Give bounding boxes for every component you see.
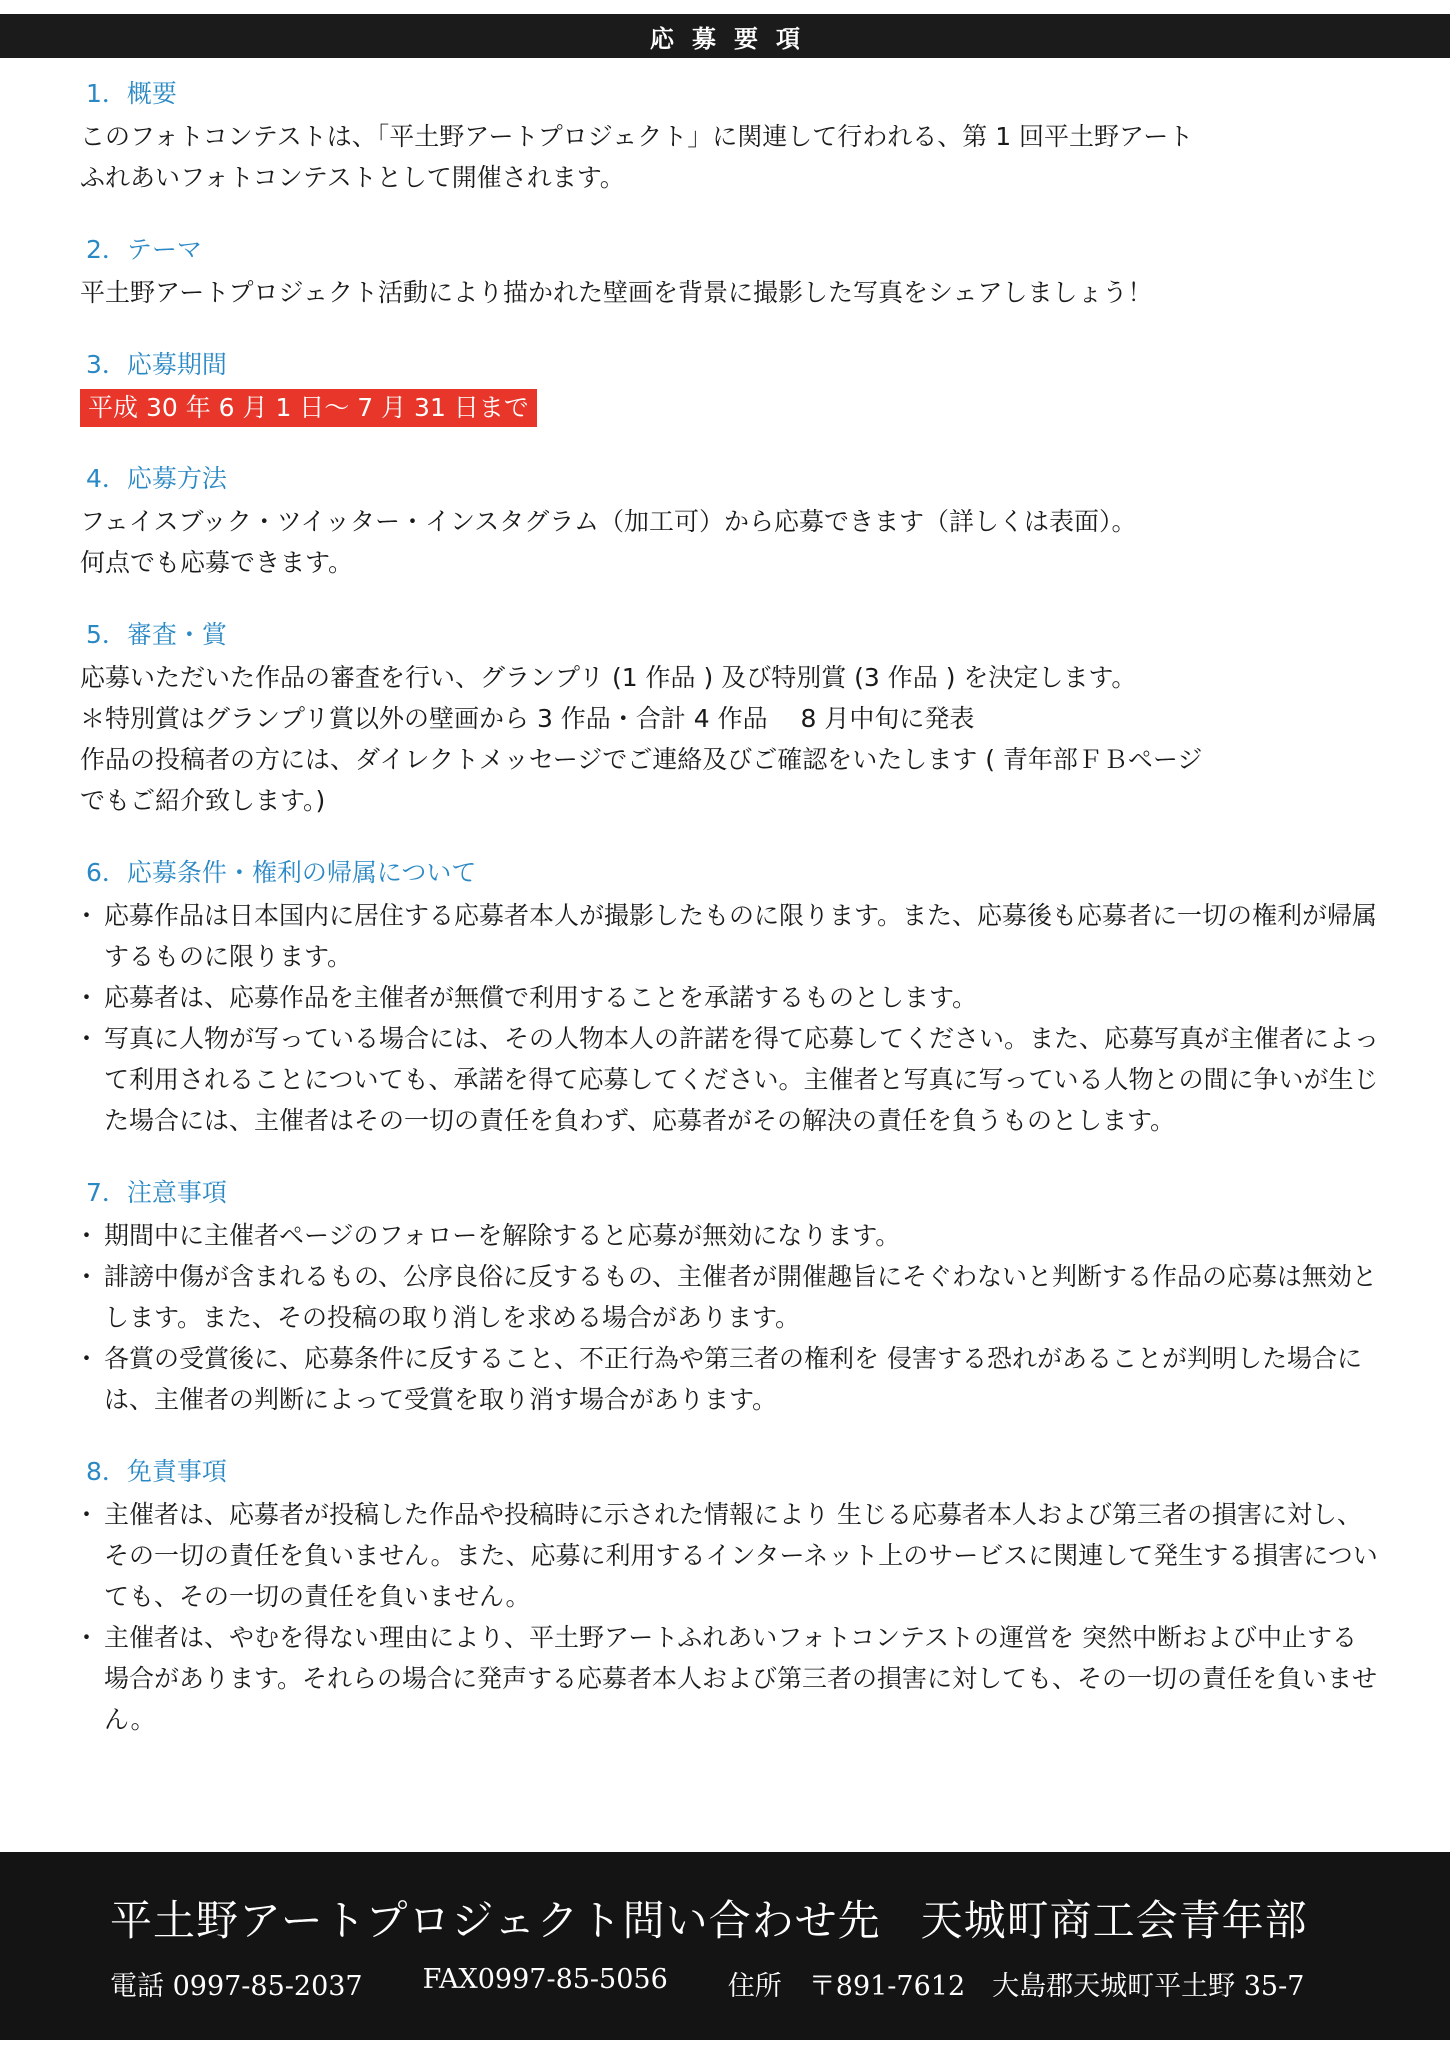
- footer-title-project: 平土野アートプロジェクト問い合わせ先: [110, 1896, 881, 1945]
- section-title: 2．テーマ: [86, 235, 202, 264]
- list-item: ・ 各賞の受賞後に、応募条件に反すること、不正行為や第三者の権利を 侵害する恐れがあることが判明した場合には、主催者の判断によって受賞を取り消す場合があります。: [80, 1338, 1380, 1420]
- paragraph: フェイスブック・ツイッター・インスタグラム（加工可）から応募できます（詳しくは表面）。: [80, 507, 1137, 536]
- paragraph: このフォトコンテストは、「平土野アートプロジェクト」に関連して行われる、第 1 回平土野アート: [80, 122, 1194, 151]
- address: 住所 〒891-7612 大島郡天城町平土野 35-7: [727, 1971, 1305, 2002]
- section-title: 1．概要: [86, 79, 177, 108]
- bullet-list: [80, 1215, 1380, 1420]
- section-overview: [80, 74, 1380, 198]
- section-title: 5．審査・賞: [86, 620, 227, 649]
- paragraph: 応募いただいた作品の審査を行い、グランプリ (1 作品 ) 及び特別賞 (3 作品 ) を決定します。: [80, 663, 1137, 692]
- paragraph: ＊特別賞はグランプリ賞以外の壁画から 3 作品・合計 4 作品 8 月中旬に発表: [80, 704, 975, 733]
- paragraph: 作品の投稿者の方には、ダイレクトメッセージでご連絡及びご確認をいたします ( 青年部ＦＢページ: [80, 745, 1203, 774]
- paragraph: ふれあいフォトコンテストとして開催されます。: [80, 163, 625, 192]
- section-title: 8．免責事項: [86, 1457, 227, 1486]
- header-bar: [0, 14, 1450, 58]
- paragraph: 何点でも応募できます。: [80, 548, 354, 577]
- list-item: ・ 期間中に主催者ページのフォローを解除すると応募が無効になります。: [80, 1215, 1380, 1256]
- contact-footer: [0, 1852, 1450, 2040]
- paragraph: 平土野アートプロジェクト活動により描かれた壁画を背景に撮影した写真をシェアしましょう！: [80, 278, 1153, 307]
- section-title: 3．応募期間: [86, 350, 227, 379]
- section-notes: [80, 1173, 1380, 1420]
- list-item: ・ 応募者は、応募作品を主催者が無償で利用することを承諾するものとします。: [80, 977, 1380, 1018]
- bullet-list: [80, 895, 1380, 1141]
- section-title: 7．注意事項: [86, 1178, 227, 1207]
- phone-number: 電話 0997-85-2037: [110, 1971, 363, 2002]
- section-title: 4．応募方法: [86, 464, 227, 493]
- fax-number: FAX0997-85-5056: [422, 1964, 668, 1995]
- bullet-list: [80, 1494, 1380, 1740]
- list-item: ・ 誹謗中傷が含まれるもの、公序良俗に反するもの、主催者が開催趣旨にそぐわないと判断する作品の応募は無効とします。また、その投稿の取り消しを求める場合があります。: [80, 1256, 1380, 1338]
- document-body: [80, 74, 1380, 1772]
- footer-title-organization: 天城町商工会青年部: [920, 1896, 1308, 1945]
- section-disclaimer: [80, 1452, 1380, 1740]
- page-title: 応募要項: [650, 24, 818, 53]
- list-item: ・ 主催者は、やむを得ない理由により、平土野アートふれあいフォトコンテストの運営を 突然中断および中止する場合があります。それらの場合に発声する応募者本人および第三者の損害に対しても、その一切の責任を負いません。: [80, 1617, 1380, 1740]
- section-judging-prizes: [80, 615, 1380, 821]
- paragraph: でもご紹介致します。): [80, 786, 326, 815]
- list-item: ・ 主催者は、応募者が投稿した作品や投稿時に示された情報により 生じる応募者本人および第三者の損害に対し、その一切の責任を負いません。また、応募に利用するインターネット上のサービスに関連して発生する損害についても、その一切の責任を負いません。: [80, 1494, 1380, 1617]
- section-conditions-rights: [80, 853, 1380, 1141]
- footer-title: [110, 1888, 1308, 1948]
- section-title: 6．応募条件・権利の帰属について: [86, 858, 477, 887]
- entry-period-highlight: 平成 30 年 6 月 1 日～ 7 月 31 日まで: [80, 389, 537, 427]
- list-item: ・ 写真に人物が写っている場合には、その人物本人の許諾を得て応募してください。また、応募写真が主催者によって利用されることについても、承諾を得て応募してください。主催者と写真に写っている人物との間に争いが生じた場合には、主催者はその一切の責任を負わず、応募者がその解決の責任を負うものとします。: [80, 1018, 1380, 1141]
- list-item: ・ 応募作品は日本国内に居住する応募者本人が撮影したものに限ります。また、応募後も応募者に一切の権利が帰属するものに限ります。: [80, 895, 1380, 977]
- section-theme: [80, 230, 1380, 313]
- section-entry-period: [80, 345, 1380, 427]
- footer-contacts: [110, 1964, 1304, 2003]
- section-entry-method: [80, 459, 1380, 583]
